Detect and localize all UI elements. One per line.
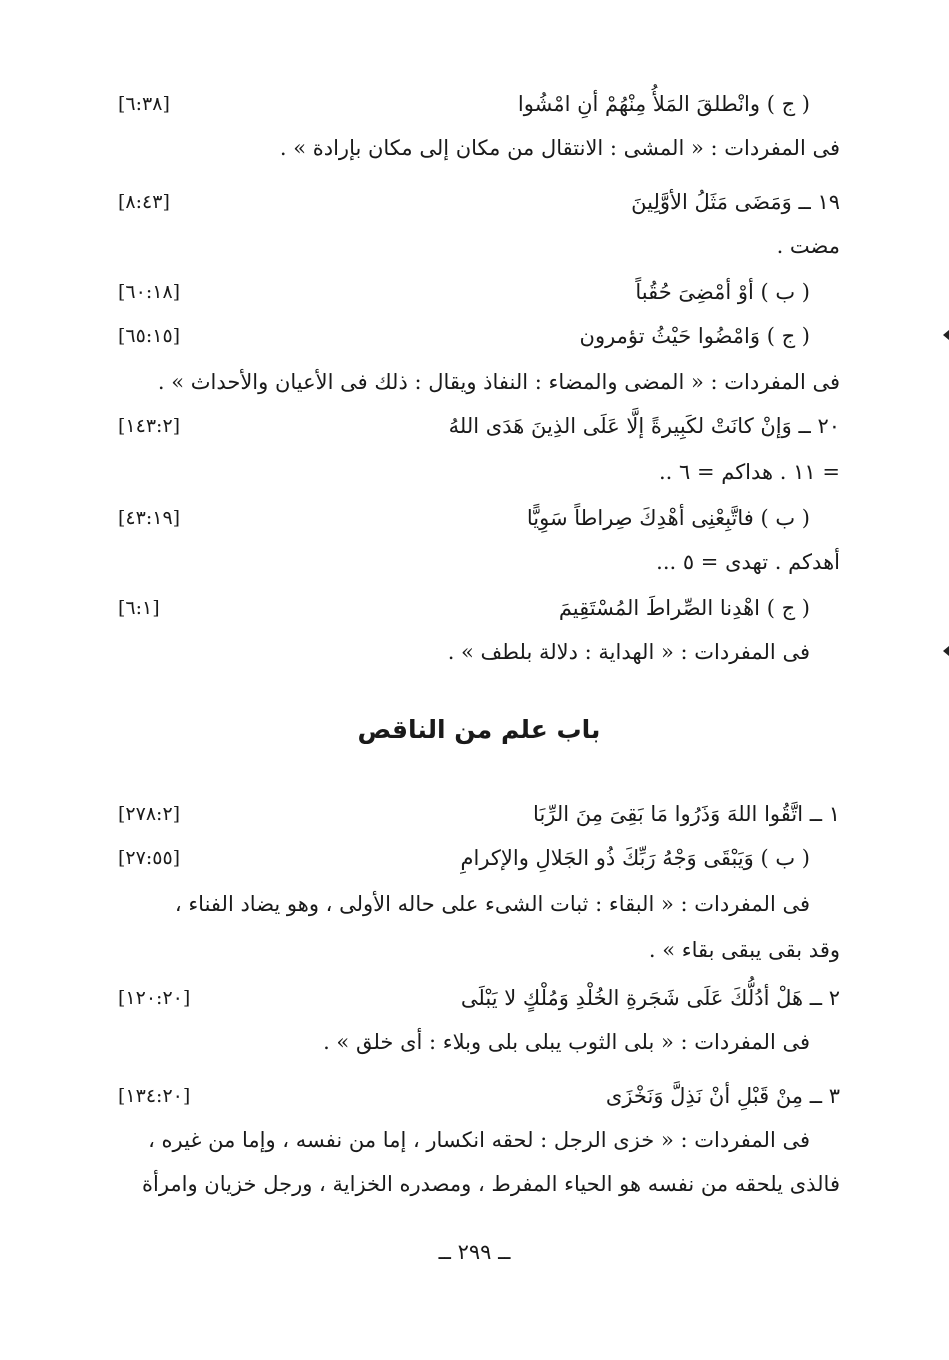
- verse-reference: [٦:١]: [118, 597, 160, 619]
- line-text: فى المفردات : « خزى الرجل : لحقه انكسار ، إما من نفسه ، وإما من غيره ،: [148, 1128, 810, 1152]
- verse-reference: [٢٧:٥٥]: [118, 847, 181, 869]
- verse-reference: [١٤٣:٢]: [118, 415, 181, 437]
- commentary-line: [118, 540, 840, 584]
- commentary-line: [118, 882, 840, 926]
- verse-reference: [١٣٤:٢٠]: [118, 1085, 191, 1107]
- verse-line: [118, 586, 840, 630]
- line-text: أهدكم . تهدى = ٥ ...: [656, 550, 840, 574]
- verse-line: [118, 1074, 840, 1118]
- line-text: ( ب ) فاتَّبِعْنِى أهْدِكَ صِراطاً سَوِيًّا: [526, 506, 810, 530]
- section-heading: باب علم من الناقص: [357, 715, 601, 744]
- verse-line: [118, 270, 840, 314]
- verse-line: [118, 314, 840, 358]
- line-text: ( ج ) وَامْضُوا حَيْثُ تؤمرون: [579, 324, 810, 348]
- verse-reference: [٤٣:١٩]: [118, 507, 181, 529]
- verse-line: [118, 496, 840, 540]
- line-text: فى المفردات : « البقاء : ثبات الشىء على حاله الأولى ، وهو يضاد الفناء ،: [174, 892, 810, 916]
- verse-reference: [٦:٣٨]: [118, 93, 170, 115]
- commentary-line: [118, 928, 840, 972]
- line-text: فى المفردات : « بلى الثوب يبلى بلى وبلاء : أى خلق » .: [323, 1030, 810, 1054]
- page-number: ــ ٢٩٩ ــ: [438, 1240, 511, 1264]
- commentary-line: [118, 1118, 840, 1162]
- line-text: فى المفردات : « المشى : الانتقال من مكان إلى مكان بإرادة » .: [279, 136, 840, 160]
- margin-marker: [943, 330, 949, 340]
- verse-line: [118, 180, 840, 224]
- commentary-line: [118, 360, 840, 404]
- line-text: وقد بقى يبقى بقاء » .: [648, 938, 840, 962]
- line-text: ١٩ ــ وَمَضَى مَثَلُ الأوَّلِينَ: [631, 190, 840, 214]
- commentary-line: [118, 126, 840, 170]
- line-text: ٢٠ ــ وَإنْ كانَتْ لكَبِيرةً إلَّا عَلَى الذِينَ هَدَى اللهُ: [448, 414, 840, 438]
- verse-line: [118, 404, 840, 448]
- verse-line: [118, 976, 840, 1020]
- line-text: فى المفردات : « المضى والمضاء : النفاذ ويقال : ذلك فى الأعيان والأحداث » .: [157, 370, 840, 394]
- verse-reference: [٨:٤٣]: [118, 191, 170, 213]
- commentary-line: [118, 1020, 840, 1064]
- margin-marker: [943, 646, 949, 656]
- verse-reference: [٢٧٨:٢]: [118, 803, 181, 825]
- line-text: ( ب ) وَيَبْقَى وَجْهُ رَبِّكَ ذُو الجَلالِ والإكرامِ: [460, 846, 810, 870]
- line-text: ( ج ) وانْطلقَ المَلأُ مِنْهُمْ أنِ امْشُوا: [517, 92, 810, 116]
- line-text: فى المفردات : « الهداية : دلالة بلطف » .: [447, 640, 810, 664]
- verse-reference: [٦٠:١٨]: [118, 281, 181, 303]
- commentary-line: [118, 450, 840, 494]
- verse-reference: [١٢٠:٢٠]: [118, 987, 191, 1009]
- verse-reference: [٦٥:١٥]: [118, 325, 181, 347]
- verse-line: [118, 792, 840, 836]
- commentary-line: [118, 630, 840, 674]
- verse-line: [118, 82, 840, 126]
- line-text: ( ب ) أوْ أمْضِىَ حُقُباً: [635, 280, 810, 304]
- line-text: مضت .: [776, 234, 840, 258]
- line-text: فالذى يلحقه من نفسه هو الحياء المفرط ، ومصدره الخزاية ، ورجل خزيان وامرأة: [141, 1172, 840, 1196]
- commentary-line: [118, 224, 840, 268]
- line-text: ٣ ــ مِنْ قَبْلِ أنْ نَذِلَّ وَنَخْزَى: [605, 1084, 840, 1108]
- commentary-line: [118, 1162, 840, 1206]
- line-text: ( ج ) اهْدِنا الصِّراطَ المُسْتَقِيمَ: [558, 596, 810, 620]
- verse-line: [118, 836, 840, 880]
- line-text: ٢ ــ هَلْ أدُلُّكَ عَلَى شَجَرةِ الخُلْدِ وَمُلْكٍ لا يَبْلَى: [460, 986, 840, 1010]
- line-text: = ١١ . هداكم = ٦ ..: [658, 460, 840, 484]
- line-text: ١ ــ اتَّقُوا اللهَ وَذَرُوا مَا بَقِىَ مِنَ الرِّبَا: [533, 802, 840, 826]
